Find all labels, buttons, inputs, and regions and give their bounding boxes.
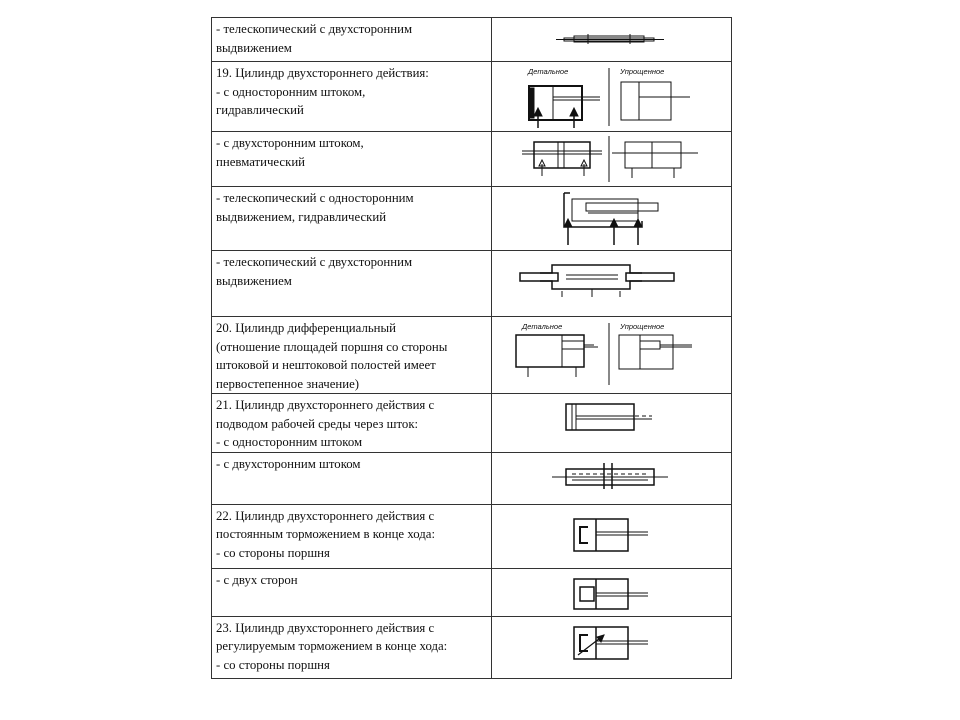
description-line: - телескопический с двухсторонним xyxy=(216,255,413,269)
description-line: - телескопический с односторонним xyxy=(216,191,414,205)
description-cell xyxy=(212,616,492,678)
description-line: выдвижением xyxy=(216,273,292,288)
symbol-label-detailed: Детальное xyxy=(528,67,569,76)
symbol-cell xyxy=(492,317,732,394)
description-cell xyxy=(212,452,492,504)
table-row xyxy=(212,317,732,394)
description-cell xyxy=(212,251,492,317)
symbol-label-simplified: Упрощенное xyxy=(620,67,665,76)
table-row xyxy=(212,568,732,616)
description-cell xyxy=(212,568,492,616)
description-line: пневматический xyxy=(216,154,306,169)
table-row xyxy=(212,132,732,187)
description-cell xyxy=(212,18,492,62)
description-line: выдвижением, гидравлический xyxy=(216,209,387,224)
description-line: первостепенное значение) xyxy=(216,376,360,391)
symbol-cell xyxy=(492,187,732,251)
description-line: - телескопический с двухсторонним xyxy=(216,22,413,36)
description-line: постоянным торможением в конце хода: xyxy=(216,527,436,541)
description-line: выдвижением xyxy=(216,40,292,55)
symbol-cell xyxy=(492,568,732,616)
description-line: регулируемым торможением в конце хода: xyxy=(216,639,448,653)
description-cell xyxy=(212,504,492,568)
description-line: гидравлический xyxy=(216,103,304,117)
rod-fed-single-rod-cylinder-symbol xyxy=(492,394,728,450)
table-row xyxy=(212,62,732,132)
table-row xyxy=(212,504,732,568)
telescopic-double-extension-cylinder-symbol xyxy=(492,251,728,315)
description-cell xyxy=(212,187,492,251)
telescopic-single-extension-hydraulic-cylinder-symbol xyxy=(492,187,728,249)
symbol-cell xyxy=(492,452,732,504)
description-line: 20. Цилиндр дифференциальный xyxy=(216,321,396,335)
description-line: 19. Цилиндр двухстороннего действия: xyxy=(216,66,429,80)
table-row xyxy=(212,452,732,504)
description-line: - со стороны поршня xyxy=(216,657,330,672)
description-cell xyxy=(212,132,492,187)
table-row xyxy=(212,616,732,678)
symbol-cell xyxy=(492,394,732,453)
symbol-label-simplified: Упрощенное xyxy=(620,322,665,331)
double-rod-pneumatic-cylinder-symbol xyxy=(492,132,728,185)
description-line: (отношение площадей поршня со стороны xyxy=(216,339,448,354)
table-row xyxy=(212,251,732,317)
table-row xyxy=(212,18,732,62)
symbol-cell xyxy=(492,18,732,62)
description-cell xyxy=(212,317,492,394)
description-line: - с двух сторон xyxy=(216,572,298,587)
constant-cushioning-both-sides-cylinder-symbol xyxy=(492,569,728,615)
description-line: - с односторонним штоком xyxy=(216,435,363,449)
description-line: 22. Цилиндр двухстороннего действия с xyxy=(216,508,435,523)
description-line: - со стороны поршня xyxy=(216,545,330,560)
symbol-cell xyxy=(492,504,732,568)
symbol-cell xyxy=(492,62,732,132)
rod-fed-double-rod-cylinder-symbol xyxy=(492,453,728,503)
differential-cylinder-symbol xyxy=(492,317,728,390)
telescopic-double-extension-cylinder-symbol xyxy=(492,18,728,60)
description-line: - с двухсторонним штоком xyxy=(216,456,361,471)
double-acting-single-rod-hydraulic-cylinder-symbol xyxy=(492,62,728,130)
description-line: штоковой и нештоковой полостей имеет xyxy=(216,358,436,372)
description-cell xyxy=(212,62,492,132)
constant-cushioning-piston-side-cylinder-symbol xyxy=(492,505,728,567)
symbol-cell xyxy=(492,132,732,187)
description-line: 23. Цилиндр двухстороннего действия с xyxy=(216,620,435,635)
symbol-label-detailed: Детальное xyxy=(522,322,563,331)
description-line: подводом рабочей среды через шток: xyxy=(216,416,419,431)
symbol-cell xyxy=(492,616,732,678)
symbols-table xyxy=(211,17,732,679)
description-line: - с односторонним штоком, xyxy=(216,84,366,99)
table-row xyxy=(212,394,732,453)
adjustable-cushioning-piston-side-cylinder-symbol xyxy=(492,617,728,677)
table-row xyxy=(212,187,732,251)
description-line: 21. Цилиндр двухстороннего действия с xyxy=(216,398,435,412)
symbol-cell xyxy=(492,251,732,317)
description-line: - с двухсторонним штоком, xyxy=(216,136,364,150)
description-cell xyxy=(212,394,492,453)
